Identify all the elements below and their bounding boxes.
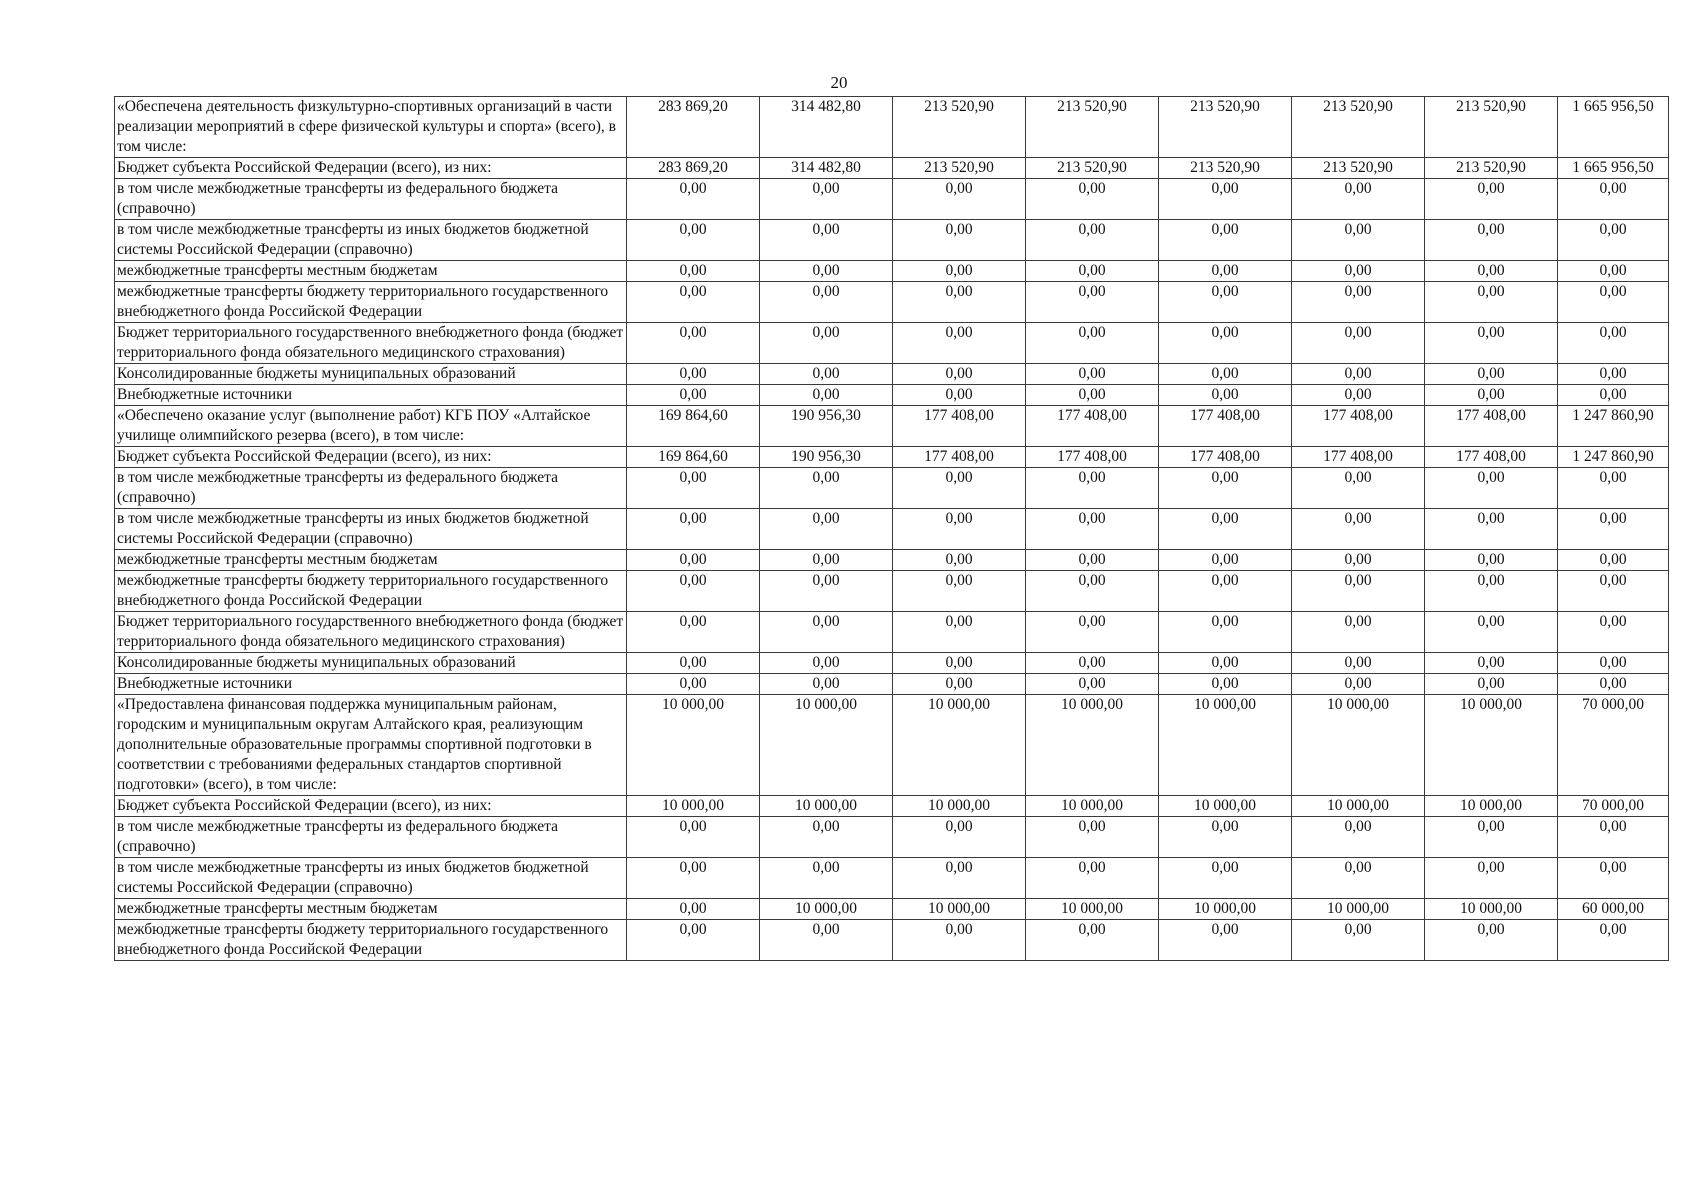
row-value-cell: 10 000,00	[1159, 899, 1292, 920]
table-row	[115, 385, 1669, 406]
row-value-cell: 0,00	[1292, 509, 1425, 550]
row-label: Консолидированные бюджеты муниципальных образований	[115, 653, 627, 674]
row-value-cell: 0,00	[1026, 674, 1159, 695]
row-value-cell: 0,00	[760, 364, 893, 385]
row-value-cell: 0,00	[627, 385, 760, 406]
row-value-cell: 0,00	[1159, 364, 1292, 385]
row-value-cell: 0,00	[1159, 920, 1292, 961]
row-value-cell: 0,00	[627, 364, 760, 385]
row-total-cell: 0,00	[1558, 571, 1669, 612]
row-label: Консолидированные бюджеты муниципальных образований	[115, 364, 627, 385]
page-number: 20	[830, 73, 848, 92]
row-label: межбюджетные трансферты местным бюджетам	[115, 261, 627, 282]
table-row	[115, 920, 1669, 961]
row-value-cell: 0,00	[1159, 653, 1292, 674]
row-total-cell: 0,00	[1558, 323, 1669, 364]
row-value-cell: 213 520,90	[1026, 158, 1159, 179]
row-total-cell: 0,00	[1558, 653, 1669, 674]
row-label: «Предоставлена финансовая поддержка муниципальным районам, городским и муниципальным округам Алтайского края, реализующим дополнительные образовательные программы спортивной подготовки в соответствии с требованиями федеральных стандартов спортивной подготовки» (всего), в том числе:	[115, 695, 627, 796]
row-value-cell: 0,00	[1425, 509, 1558, 550]
row-value-cell: 0,00	[627, 468, 760, 509]
row-total-cell: 70 000,00	[1558, 695, 1669, 796]
row-value-cell: 177 408,00	[1026, 447, 1159, 468]
row-label: Внебюджетные источники	[115, 385, 627, 406]
row-value-cell: 0,00	[1026, 323, 1159, 364]
row-value-cell: 0,00	[1159, 858, 1292, 899]
row-label: в том числе межбюджетные трансферты из иных бюджетов бюджетной системы Российской Федерации (справочно)	[115, 509, 627, 550]
row-value-cell: 0,00	[627, 550, 760, 571]
row-value-cell: 0,00	[1425, 323, 1558, 364]
table-row	[115, 817, 1669, 858]
row-total-cell: 1 665 956,50	[1558, 97, 1669, 158]
row-value-cell: 213 520,90	[893, 97, 1026, 158]
row-value-cell: 0,00	[1026, 612, 1159, 653]
row-value-cell: 0,00	[1026, 550, 1159, 571]
row-value-cell: 10 000,00	[1292, 899, 1425, 920]
row-value-cell: 0,00	[1159, 612, 1292, 653]
row-value-cell: 0,00	[1425, 653, 1558, 674]
row-value-cell: 0,00	[1292, 674, 1425, 695]
row-value-cell: 177 408,00	[1159, 406, 1292, 447]
row-value-cell: 0,00	[760, 468, 893, 509]
row-value-cell: 0,00	[1026, 385, 1159, 406]
row-value-cell: 0,00	[1159, 261, 1292, 282]
row-value-cell: 10 000,00	[1159, 695, 1292, 796]
row-value-cell: 190 956,30	[760, 447, 893, 468]
row-value-cell: 0,00	[760, 220, 893, 261]
row-value-cell: 0,00	[893, 509, 1026, 550]
row-value-cell: 213 520,90	[1026, 97, 1159, 158]
row-total-cell: 0,00	[1558, 817, 1669, 858]
row-value-cell: 10 000,00	[893, 695, 1026, 796]
row-value-cell: 0,00	[1159, 220, 1292, 261]
row-value-cell: 0,00	[1292, 220, 1425, 261]
row-value-cell: 0,00	[1026, 920, 1159, 961]
budget-table	[114, 96, 1669, 961]
table-row	[115, 282, 1669, 323]
row-value-cell: 169 864,60	[627, 406, 760, 447]
row-label: межбюджетные трансферты бюджету территориального государственного внебюджетного фонда Российской Федерации	[115, 282, 627, 323]
row-value-cell: 0,00	[1292, 179, 1425, 220]
row-label: межбюджетные трансферты местным бюджетам	[115, 550, 627, 571]
row-value-cell: 0,00	[1292, 550, 1425, 571]
row-value-cell: 0,00	[627, 817, 760, 858]
table-row	[115, 899, 1669, 920]
row-value-cell: 10 000,00	[1425, 899, 1558, 920]
row-label: в том числе межбюджетные трансферты из иных бюджетов бюджетной системы Российской Федерации (справочно)	[115, 858, 627, 899]
row-value-cell: 0,00	[760, 261, 893, 282]
row-value-cell: 0,00	[627, 220, 760, 261]
row-value-cell: 177 408,00	[1026, 406, 1159, 447]
row-label: межбюджетные трансферты бюджету территориального государственного внебюджетного фонда Российской Федерации	[115, 571, 627, 612]
row-label: Бюджет субъекта Российской Федерации (всего), из них:	[115, 447, 627, 468]
table-row	[115, 179, 1669, 220]
row-value-cell: 0,00	[1026, 858, 1159, 899]
row-value-cell: 0,00	[760, 179, 893, 220]
row-value-cell: 10 000,00	[893, 796, 1026, 817]
row-value-cell: 213 520,90	[1425, 97, 1558, 158]
row-value-cell: 190 956,30	[760, 406, 893, 447]
row-total-cell: 0,00	[1558, 220, 1669, 261]
row-value-cell: 177 408,00	[893, 406, 1026, 447]
row-value-cell: 10 000,00	[760, 796, 893, 817]
row-value-cell: 213 520,90	[1159, 158, 1292, 179]
row-value-cell: 213 520,90	[1292, 97, 1425, 158]
table-row	[115, 220, 1669, 261]
row-label: «Обеспечена деятельность физкультурно-спортивных организаций в части реализации мероприятий в сфере физической культуры и спорта» (всего), в том числе:	[115, 97, 627, 158]
row-label: межбюджетные трансферты местным бюджетам	[115, 899, 627, 920]
table-row	[115, 158, 1669, 179]
row-label: Бюджет субъекта Российской Федерации (всего), из них:	[115, 158, 627, 179]
row-value-cell: 0,00	[893, 920, 1026, 961]
row-value-cell: 0,00	[1159, 817, 1292, 858]
row-value-cell: 0,00	[1159, 571, 1292, 612]
row-value-cell: 0,00	[627, 179, 760, 220]
row-value-cell: 0,00	[1292, 817, 1425, 858]
row-value-cell: 0,00	[1026, 468, 1159, 509]
row-value-cell: 0,00	[760, 612, 893, 653]
row-value-cell: 0,00	[627, 674, 760, 695]
row-value-cell: 0,00	[1026, 817, 1159, 858]
row-total-cell: 0,00	[1558, 385, 1669, 406]
row-value-cell: 0,00	[1425, 550, 1558, 571]
row-value-cell: 0,00	[893, 261, 1026, 282]
table-row	[115, 97, 1669, 158]
row-value-cell: 0,00	[1159, 323, 1292, 364]
row-value-cell: 0,00	[760, 323, 893, 364]
row-value-cell: 0,00	[627, 653, 760, 674]
row-value-cell: 0,00	[1159, 282, 1292, 323]
row-total-cell: 0,00	[1558, 364, 1669, 385]
row-value-cell: 177 408,00	[1425, 447, 1558, 468]
row-total-cell: 1 665 956,50	[1558, 158, 1669, 179]
row-value-cell: 10 000,00	[1425, 695, 1558, 796]
row-value-cell: 0,00	[1159, 674, 1292, 695]
row-value-cell: 0,00	[760, 920, 893, 961]
row-total-cell: 0,00	[1558, 509, 1669, 550]
row-value-cell: 0,00	[893, 550, 1026, 571]
row-total-cell: 0,00	[1558, 261, 1669, 282]
table-row	[115, 571, 1669, 612]
row-value-cell: 0,00	[1425, 468, 1558, 509]
row-value-cell: 0,00	[627, 920, 760, 961]
row-value-cell: 0,00	[1425, 282, 1558, 323]
row-total-cell: 0,00	[1558, 550, 1669, 571]
row-value-cell: 213 520,90	[893, 158, 1026, 179]
row-value-cell: 0,00	[893, 179, 1026, 220]
row-value-cell: 169 864,60	[627, 447, 760, 468]
row-value-cell: 177 408,00	[1292, 447, 1425, 468]
row-value-cell: 0,00	[893, 674, 1026, 695]
row-value-cell: 0,00	[1425, 364, 1558, 385]
table-row	[115, 447, 1669, 468]
row-total-cell: 0,00	[1558, 179, 1669, 220]
row-total-cell: 1 247 860,90	[1558, 406, 1669, 447]
row-label: в том числе межбюджетные трансферты из федерального бюджета (справочно)	[115, 179, 627, 220]
row-value-cell: 0,00	[760, 674, 893, 695]
row-value-cell: 0,00	[1159, 179, 1292, 220]
table-row	[115, 653, 1669, 674]
row-total-cell: 70 000,00	[1558, 796, 1669, 817]
row-value-cell: 213 520,90	[1159, 97, 1292, 158]
row-value-cell: 0,00	[1292, 468, 1425, 509]
row-total-cell: 60 000,00	[1558, 899, 1669, 920]
row-value-cell: 0,00	[1159, 385, 1292, 406]
row-value-cell: 0,00	[1425, 220, 1558, 261]
row-value-cell: 0,00	[893, 817, 1026, 858]
row-value-cell: 283 869,20	[627, 97, 760, 158]
row-value-cell: 10 000,00	[1425, 796, 1558, 817]
row-value-cell: 0,00	[627, 282, 760, 323]
table-row	[115, 406, 1669, 447]
row-value-cell: 0,00	[1292, 282, 1425, 323]
row-value-cell: 0,00	[1026, 571, 1159, 612]
row-value-cell: 0,00	[760, 653, 893, 674]
row-label: «Обеспечено оказание услуг (выполнение работ) КГБ ПОУ «Алтайское училище олимпийского резерва (всего), в том числе:	[115, 406, 627, 447]
row-value-cell: 0,00	[1425, 385, 1558, 406]
row-value-cell: 0,00	[760, 550, 893, 571]
row-value-cell: 0,00	[1159, 468, 1292, 509]
row-value-cell: 0,00	[893, 220, 1026, 261]
row-total-cell: 0,00	[1558, 674, 1669, 695]
row-value-cell: 10 000,00	[627, 796, 760, 817]
table-row	[115, 468, 1669, 509]
row-value-cell: 0,00	[1425, 920, 1558, 961]
row-value-cell: 10 000,00	[1292, 796, 1425, 817]
row-value-cell: 10 000,00	[760, 899, 893, 920]
row-value-cell: 0,00	[1292, 571, 1425, 612]
row-value-cell: 177 408,00	[893, 447, 1026, 468]
row-value-cell: 0,00	[627, 509, 760, 550]
row-label: Бюджет территориального государственного внебюджетного фонда (бюджет территориального фонда обязательного медицинского страхования)	[115, 323, 627, 364]
row-value-cell: 10 000,00	[1292, 695, 1425, 796]
row-value-cell: 0,00	[1292, 612, 1425, 653]
row-value-cell: 0,00	[893, 385, 1026, 406]
row-value-cell: 0,00	[760, 509, 893, 550]
row-value-cell: 0,00	[893, 323, 1026, 364]
row-value-cell: 10 000,00	[893, 899, 1026, 920]
row-value-cell: 0,00	[1425, 261, 1558, 282]
row-value-cell: 0,00	[1292, 385, 1425, 406]
row-value-cell: 0,00	[627, 858, 760, 899]
row-value-cell: 177 408,00	[1425, 406, 1558, 447]
row-value-cell: 0,00	[893, 364, 1026, 385]
table-row	[115, 261, 1669, 282]
row-value-cell: 0,00	[1292, 920, 1425, 961]
row-label: Внебюджетные источники	[115, 674, 627, 695]
row-value-cell: 0,00	[1425, 571, 1558, 612]
row-value-cell: 0,00	[1292, 653, 1425, 674]
row-value-cell: 0,00	[1159, 509, 1292, 550]
row-value-cell: 0,00	[1026, 282, 1159, 323]
row-value-cell: 0,00	[893, 653, 1026, 674]
row-value-cell: 0,00	[1425, 817, 1558, 858]
table-row	[115, 550, 1669, 571]
row-total-cell: 1 247 860,90	[1558, 447, 1669, 468]
table-row	[115, 323, 1669, 364]
row-value-cell: 0,00	[627, 571, 760, 612]
row-value-cell: 0,00	[1292, 323, 1425, 364]
row-value-cell: 0,00	[760, 817, 893, 858]
row-value-cell: 0,00	[1292, 364, 1425, 385]
row-value-cell: 0,00	[1026, 179, 1159, 220]
row-value-cell: 0,00	[1026, 220, 1159, 261]
row-value-cell: 0,00	[1292, 858, 1425, 899]
row-value-cell: 10 000,00	[1026, 899, 1159, 920]
row-value-cell: 0,00	[1159, 550, 1292, 571]
row-label: в том числе межбюджетные трансферты из иных бюджетов бюджетной системы Российской Федерации (справочно)	[115, 220, 627, 261]
row-value-cell: 0,00	[760, 282, 893, 323]
row-value-cell: 283 869,20	[627, 158, 760, 179]
row-value-cell: 10 000,00	[1026, 695, 1159, 796]
row-value-cell: 0,00	[893, 571, 1026, 612]
row-value-cell: 0,00	[1026, 653, 1159, 674]
row-value-cell: 314 482,80	[760, 158, 893, 179]
row-value-cell: 0,00	[1026, 364, 1159, 385]
row-value-cell: 0,00	[893, 612, 1026, 653]
row-value-cell: 0,00	[893, 468, 1026, 509]
row-total-cell: 0,00	[1558, 282, 1669, 323]
row-label: в том числе межбюджетные трансферты из федерального бюджета (справочно)	[115, 817, 627, 858]
row-value-cell: 10 000,00	[760, 695, 893, 796]
row-value-cell: 213 520,90	[1425, 158, 1558, 179]
row-total-cell: 0,00	[1558, 468, 1669, 509]
row-value-cell: 213 520,90	[1292, 158, 1425, 179]
row-label: Бюджет субъекта Российской Федерации (всего), из них:	[115, 796, 627, 817]
row-total-cell: 0,00	[1558, 858, 1669, 899]
row-value-cell: 0,00	[1425, 858, 1558, 899]
row-label: в том числе межбюджетные трансферты из федерального бюджета (справочно)	[115, 468, 627, 509]
row-value-cell: 0,00	[1425, 674, 1558, 695]
row-value-cell: 0,00	[1292, 261, 1425, 282]
table-row	[115, 509, 1669, 550]
table-row	[115, 858, 1669, 899]
row-value-cell: 10 000,00	[1026, 796, 1159, 817]
row-value-cell: 10 000,00	[1159, 796, 1292, 817]
row-value-cell: 0,00	[1026, 509, 1159, 550]
table-row	[115, 674, 1669, 695]
row-value-cell: 0,00	[760, 571, 893, 612]
row-value-cell: 177 408,00	[1292, 406, 1425, 447]
row-total-cell: 0,00	[1558, 612, 1669, 653]
row-value-cell: 0,00	[760, 385, 893, 406]
row-value-cell: 0,00	[627, 899, 760, 920]
row-value-cell: 177 408,00	[1159, 447, 1292, 468]
table-body	[115, 97, 1669, 961]
table-row	[115, 695, 1669, 796]
row-value-cell: 0,00	[893, 282, 1026, 323]
table-row	[115, 796, 1669, 817]
row-value-cell: 0,00	[1026, 261, 1159, 282]
row-value-cell: 0,00	[1425, 179, 1558, 220]
row-label: межбюджетные трансферты бюджету территориального государственного внебюджетного фонда Российской Федерации	[115, 920, 627, 961]
row-label: Бюджет территориального государственного внебюджетного фонда (бюджет территориального фонда обязательного медицинского страхования)	[115, 612, 627, 653]
row-value-cell: 10 000,00	[627, 695, 760, 796]
row-value-cell: 0,00	[627, 261, 760, 282]
row-value-cell: 0,00	[893, 858, 1026, 899]
row-value-cell: 0,00	[627, 323, 760, 364]
table-row	[115, 364, 1669, 385]
row-total-cell: 0,00	[1558, 920, 1669, 961]
row-value-cell: 314 482,80	[760, 97, 893, 158]
table-row	[115, 612, 1669, 653]
row-value-cell: 0,00	[1425, 612, 1558, 653]
row-value-cell: 0,00	[627, 612, 760, 653]
row-value-cell: 0,00	[760, 858, 893, 899]
